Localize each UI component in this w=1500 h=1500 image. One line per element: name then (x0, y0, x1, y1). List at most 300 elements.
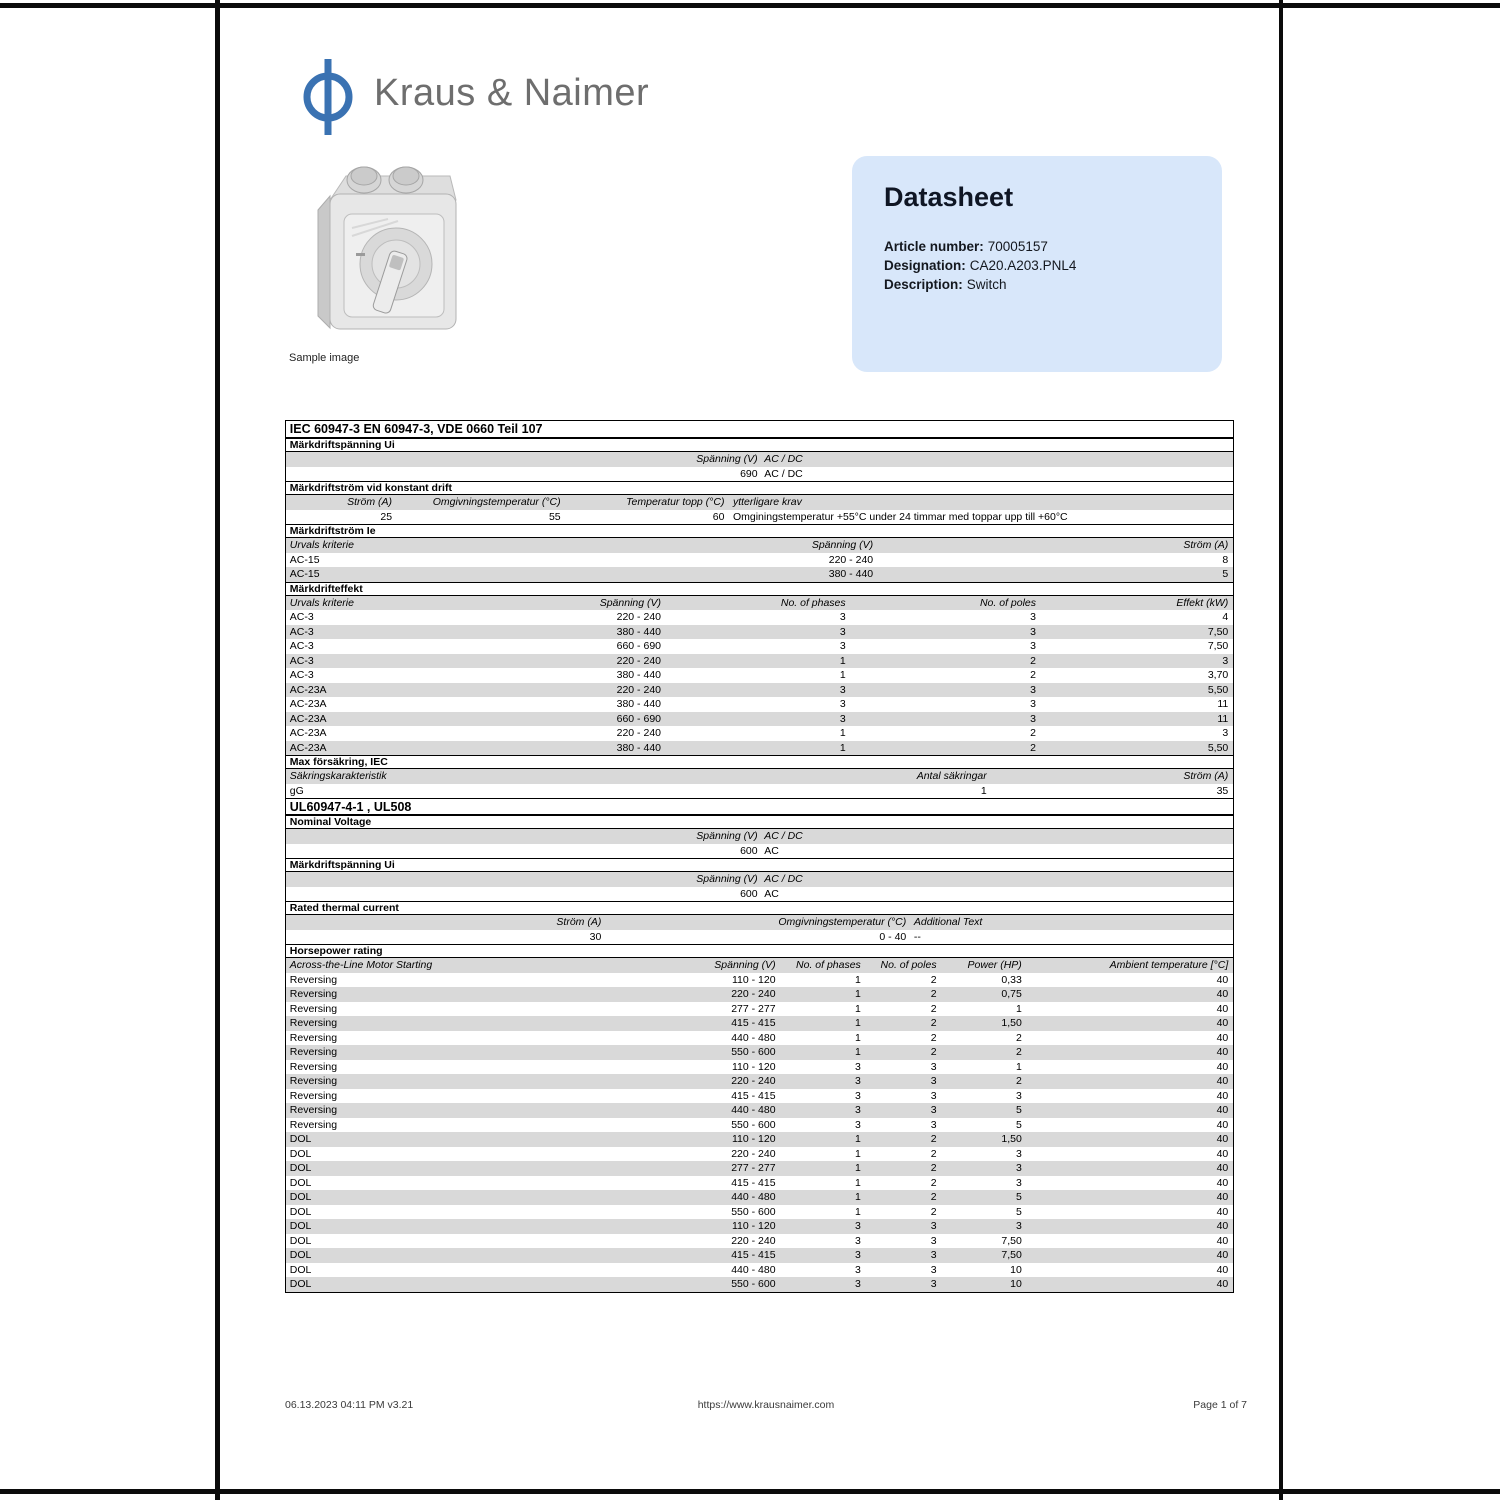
table-cell: 5,50 (1207, 741, 1229, 754)
table-cell: 415 - 415 (731, 1176, 776, 1189)
table-row (286, 1161, 1233, 1176)
table-cell: 3 (1015, 1162, 1022, 1175)
table-cell: 3 (1222, 654, 1229, 667)
table-cell: 40 (1216, 1162, 1229, 1175)
table-row (286, 1248, 1233, 1263)
table-title-row (286, 421, 1233, 438)
table-cell: Nominal Voltage (289, 816, 372, 828)
table-cell: Urvals kriterie (289, 539, 354, 552)
table-cell: 40 (1216, 1220, 1229, 1233)
table-cell: 25 (380, 510, 393, 523)
table-cell: 11 (1217, 712, 1229, 725)
table-cell: No. of poles (979, 596, 1037, 609)
table-cell: 3 (930, 1104, 937, 1117)
table-cell: 5 (1015, 1104, 1022, 1117)
table-row (286, 1234, 1233, 1249)
table-row (286, 553, 1233, 568)
table-cell: 277 - 277 (731, 1162, 776, 1175)
table-cell: -- (913, 930, 921, 943)
table-cell: Reversing (289, 1031, 338, 1044)
table-cell: 1 (854, 1017, 861, 1030)
table-cell: 415 - 415 (731, 1249, 776, 1262)
table-cell: DOL (289, 1147, 312, 1160)
table-cell: 380 - 440 (616, 698, 661, 711)
table-section-row (286, 901, 1233, 915)
table-row (286, 1190, 1233, 1205)
table-header-row (286, 495, 1233, 510)
table-cell: DOL (289, 1278, 312, 1291)
table-cell: DOL (289, 1133, 312, 1146)
table-header-row (286, 958, 1233, 973)
table-section-row (286, 815, 1233, 829)
page-frame-bottom (0, 1489, 1500, 1494)
table-cell: 3 (930, 1234, 937, 1247)
table-cell: 3 (1030, 625, 1037, 638)
table-row (286, 1089, 1233, 1104)
table-section-row (286, 438, 1233, 452)
table-cell: 3 (930, 1075, 937, 1088)
table-row (286, 639, 1233, 654)
table-cell: DOL (289, 1205, 312, 1218)
table-row (286, 668, 1233, 683)
table-cell: No. of poles (880, 959, 937, 972)
footer-page-number: Page 1 of 7 (1193, 1399, 1247, 1411)
table-cell: 3 (854, 1249, 861, 1262)
table-cell: Märkdriftspänning Ui (289, 439, 395, 451)
table-cell: 3 (1015, 1176, 1022, 1189)
table-cell: 220 - 240 (616, 611, 661, 624)
table-row (286, 930, 1233, 945)
table-cell: IEC 60947-3 EN 60947-3, VDE 0660 Teil 107 (289, 422, 543, 436)
table-cell: 0,75 (1001, 988, 1022, 1001)
table-cell: Märkdrifteffekt (289, 582, 363, 595)
table-row (286, 1103, 1233, 1118)
table-cell: 40 (1216, 1263, 1229, 1276)
table-cell: 110 - 120 (731, 1133, 776, 1146)
table-cell: 5 (1015, 1205, 1022, 1218)
table-cell: 1 (1015, 1002, 1022, 1015)
table-cell: Effekt (kW) (1176, 596, 1229, 609)
table-cell: 3 (1030, 698, 1037, 711)
article-number-value: 70005157 (987, 239, 1048, 254)
table-row (286, 1016, 1233, 1031)
designation-value: CA20.A203.PNL4 (969, 258, 1077, 273)
table-section-row (286, 858, 1233, 872)
table-header-row (286, 769, 1233, 784)
table-row (286, 567, 1233, 582)
table-cell: 415 - 415 (731, 1017, 776, 1030)
table-cell: 380 - 440 (616, 741, 661, 754)
table-cell: 40 (1216, 1176, 1229, 1189)
table-cell: AC-3 (289, 669, 314, 682)
table-cell: 2 (930, 988, 937, 1001)
table-cell: 3 (1030, 611, 1037, 624)
table-cell: AC / DC (764, 830, 803, 843)
table-cell: 380 - 440 (616, 625, 661, 638)
table-header-row (286, 596, 1233, 611)
table-cell: Ström (A) (556, 916, 602, 929)
table-section-row (286, 582, 1233, 596)
table-cell: Ström (A) (1183, 539, 1229, 552)
table-cell: Reversing (289, 1060, 338, 1073)
table-cell: 11 (1217, 698, 1229, 711)
table-cell: 3 (1015, 1147, 1022, 1160)
table-cell: 1,50 (1001, 1017, 1022, 1030)
table-cell: 3 (854, 1060, 861, 1073)
table-cell: Spänning (V) (696, 830, 758, 843)
table-row (286, 1074, 1233, 1089)
table-cell: Spänning (V) (599, 596, 661, 609)
table-cell: Omginingstemperatur +55°C under 24 timmar med toppar upp till +60°C (732, 510, 1068, 523)
table-cell: Temperatur topp (°C) (626, 496, 725, 509)
table-cell: 8 (1222, 553, 1229, 566)
table-cell: 380 - 440 (616, 669, 661, 682)
table-cell: Spänning (V) (696, 453, 758, 466)
table-cell: AC (764, 887, 779, 900)
table-cell: 110 - 120 (731, 1220, 776, 1233)
table-cell: Across-the-Line Motor Starting (289, 959, 433, 972)
table-cell: AC / DC (764, 467, 803, 480)
page-frame-right (1279, 0, 1283, 1500)
spec-table (285, 420, 1234, 1293)
table-cell: 1 (854, 1191, 861, 1204)
table-cell: 3 (839, 712, 846, 725)
table-cell: 7,50 (1001, 1249, 1022, 1262)
table-row (286, 654, 1233, 669)
table-cell: 2 (1030, 741, 1037, 754)
table-cell: 3 (839, 611, 846, 624)
table-cell: Spänning (V) (696, 873, 758, 886)
table-cell: 4 (1222, 611, 1229, 624)
table-cell: Reversing (289, 1118, 338, 1131)
table-header-row (286, 829, 1233, 844)
designation-label: Designation: (884, 258, 966, 273)
table-cell: 3 (1015, 1089, 1022, 1102)
table-cell: Spänning (V) (714, 959, 776, 972)
table-cell: DOL (289, 1249, 312, 1262)
table-row (286, 1263, 1233, 1278)
table-cell: UL60947-4-1 , UL508 (289, 799, 412, 814)
table-row (286, 712, 1233, 727)
table-cell: 220 - 240 (731, 1147, 776, 1160)
table-cell: 3 (930, 1089, 937, 1102)
table-cell: 1 (854, 1002, 861, 1015)
table-row (286, 1031, 1233, 1046)
table-row (286, 510, 1233, 525)
table-cell: 220 - 240 (731, 1234, 776, 1247)
table-cell: AC-23A (289, 712, 327, 725)
table-cell: 2 (930, 1176, 937, 1189)
table-cell: Reversing (289, 1002, 338, 1015)
table-cell: 1 (854, 973, 861, 986)
table-cell: 7,50 (1207, 625, 1229, 638)
table-cell: AC-15 (289, 553, 320, 566)
table-cell: 1 (839, 654, 846, 667)
table-cell: Horsepower rating (289, 945, 383, 957)
table-cell: 1 (839, 741, 846, 754)
product-sample-image (300, 156, 470, 353)
table-cell: 440 - 480 (731, 1104, 776, 1117)
table-cell: AC-23A (289, 741, 327, 754)
table-cell: 40 (1216, 1075, 1229, 1088)
table-cell: Säkringskarakteristik (289, 770, 387, 783)
table-section-row (286, 481, 1233, 495)
table-row (286, 844, 1233, 859)
table-section-row (286, 944, 1233, 958)
footer-url-link[interactable]: https://www.krausnaimer.com (697, 1399, 835, 1411)
table-row (286, 887, 1233, 902)
table-row (286, 683, 1233, 698)
table-cell: 1 (839, 727, 846, 740)
table-cell: Omgivningstemperatur (°C) (432, 496, 561, 509)
table-cell: Power (HP) (967, 959, 1022, 972)
table-cell: 5 (1015, 1191, 1022, 1204)
table-cell: AC-3 (289, 611, 314, 624)
table-cell: 3 (839, 683, 846, 696)
table-cell: 380 - 440 (828, 568, 874, 581)
table-cell: 3 (930, 1263, 937, 1276)
table-section-row (286, 755, 1233, 769)
table-cell: 40 (1216, 1089, 1229, 1102)
table-cell: 0,33 (1001, 973, 1022, 986)
table-cell: 2 (930, 1031, 937, 1044)
table-cell: 660 - 690 (616, 640, 661, 653)
table-row (286, 625, 1233, 640)
table-cell: AC / DC (764, 453, 803, 466)
table-cell: 35 (1216, 784, 1229, 797)
table-cell: 3 (930, 1249, 937, 1262)
table-cell: 3 (854, 1278, 861, 1291)
table-cell: 40 (1216, 973, 1229, 986)
table-cell: 1,50 (1001, 1133, 1022, 1146)
table-cell: Reversing (289, 1089, 338, 1102)
table-row (286, 1205, 1233, 1220)
table-cell: Omgivningstemperatur (°C) (778, 916, 907, 929)
table-cell: 3 (930, 1220, 937, 1233)
table-cell: Reversing (289, 1017, 338, 1030)
table-cell: 10 (1010, 1263, 1022, 1276)
table-cell: AC / DC (764, 873, 803, 886)
table-cell: Ambient temperature [°C] (1109, 959, 1229, 972)
table-cell: AC (764, 844, 779, 857)
table-cell: 3 (839, 698, 846, 711)
table-cell: 40 (1216, 1060, 1229, 1073)
sample-image-label: Sample image (289, 352, 360, 364)
table-cell: 550 - 600 (731, 1046, 776, 1059)
table-cell: 2 (1015, 1046, 1022, 1059)
table-cell: 220 - 240 (731, 1075, 776, 1088)
table-row (286, 1176, 1233, 1191)
table-cell: 40 (1216, 988, 1229, 1001)
description-field (884, 275, 1190, 294)
table-cell: 3 (854, 1263, 861, 1276)
table-cell: 55 (548, 510, 561, 523)
designation-field (884, 256, 1190, 275)
table-cell: 2 (930, 1205, 937, 1218)
table-cell: 220 - 240 (616, 727, 661, 740)
table-header-row (286, 538, 1233, 553)
table-row (286, 784, 1233, 799)
table-cell: 440 - 480 (731, 1031, 776, 1044)
table-cell: 1 (854, 1031, 861, 1044)
table-cell: Spänning (V) (811, 539, 874, 552)
table-cell: 5,50 (1207, 683, 1229, 696)
table-cell: 3 (1030, 712, 1037, 725)
table-cell: 660 - 690 (616, 712, 661, 725)
table-header-row (286, 452, 1233, 467)
table-cell: 40 (1216, 1205, 1229, 1218)
table-cell: AC-3 (289, 654, 314, 667)
table-cell: 3 (930, 1118, 937, 1131)
table-cell: 40 (1216, 1002, 1229, 1015)
table-header-row (286, 872, 1233, 887)
table-cell: Märkdriftström Ie (289, 525, 376, 537)
table-cell: No. of phases (796, 959, 861, 972)
table-cell: 110 - 120 (731, 1060, 776, 1073)
table-cell: 1 (854, 1046, 861, 1059)
table-cell: 2 (1030, 727, 1037, 740)
table-cell: 3 (854, 1234, 861, 1247)
table-cell: 2 (930, 1162, 937, 1175)
table-cell: 40 (1216, 1234, 1229, 1247)
table-cell: 10 (1010, 1278, 1022, 1291)
table-cell: ytterligare krav (732, 496, 802, 509)
table-cell: 600 (740, 844, 758, 857)
table-row (286, 1060, 1233, 1075)
table-cell: 40 (1216, 1278, 1229, 1291)
table-section-row (286, 524, 1233, 538)
table-cell: Rated thermal current (289, 902, 399, 914)
table-cell: DOL (289, 1234, 312, 1247)
table-cell: 1 (854, 1162, 861, 1175)
table-cell: 2 (1015, 1075, 1022, 1088)
table-cell: 550 - 600 (731, 1205, 776, 1218)
table-row (286, 1277, 1233, 1292)
table-cell: 7,50 (1001, 1234, 1022, 1247)
table-row (286, 726, 1233, 741)
table-cell: 440 - 480 (731, 1263, 776, 1276)
table-cell: 1 (980, 784, 987, 797)
table-cell: Ström (A) (1183, 770, 1229, 783)
table-cell: 1 (854, 988, 861, 1001)
table-row (286, 1045, 1233, 1060)
table-cell: AC-23A (289, 683, 327, 696)
article-number-label: Article number: (884, 239, 984, 254)
table-cell: 1 (854, 1176, 861, 1189)
table-cell: AC-3 (289, 640, 314, 653)
table-row (286, 987, 1233, 1002)
table-cell: 2 (1030, 669, 1037, 682)
page-footer (285, 1399, 1247, 1413)
phi-logo-icon (293, 56, 363, 143)
table-cell: AC-23A (289, 727, 327, 740)
table-cell: 3 (1030, 640, 1037, 653)
table-cell: 2 (1015, 1031, 1022, 1044)
table-cell: 3 (930, 1278, 937, 1291)
table-cell: 1 (854, 1133, 861, 1146)
table-cell: 3 (854, 1104, 861, 1117)
table-cell: 40 (1216, 1147, 1229, 1160)
table-cell: DOL (289, 1191, 312, 1204)
page-frame-left (215, 0, 220, 1500)
table-title-row (286, 798, 1233, 815)
table-cell: No. of phases (780, 596, 846, 609)
table-cell: 5 (1015, 1118, 1022, 1131)
page-frame-top (0, 3, 1500, 8)
table-cell: 600 (740, 887, 758, 900)
table-row (286, 1147, 1233, 1162)
table-cell: Märkdriftspänning Ui (289, 859, 395, 871)
table-cell: 220 - 240 (616, 654, 661, 667)
table-cell: 440 - 480 (731, 1191, 776, 1204)
table-cell: 3 (1015, 1220, 1022, 1233)
table-cell: 40 (1216, 1133, 1229, 1146)
table-cell: AC-3 (289, 625, 314, 638)
table-cell: 550 - 600 (731, 1118, 776, 1131)
description-value: Switch (966, 277, 1007, 292)
table-cell: 2 (930, 973, 937, 986)
table-cell: DOL (289, 1162, 312, 1175)
infobox-title: Datasheet (884, 182, 1014, 212)
table-cell: 40 (1216, 1118, 1229, 1131)
table-cell: DOL (289, 1220, 312, 1233)
table-cell: 5 (1222, 568, 1229, 581)
table-cell: Märkdriftström vid konstant drift (289, 482, 452, 494)
table-cell: 2 (930, 1133, 937, 1146)
table-cell: Reversing (289, 973, 338, 986)
table-cell: 0 - 40 (879, 930, 907, 943)
table-cell: 550 - 600 (731, 1278, 776, 1291)
table-row (286, 1118, 1233, 1133)
table-cell: 2 (930, 1002, 937, 1015)
table-cell: 3,70 (1207, 669, 1229, 682)
table-cell: 40 (1216, 1046, 1229, 1059)
table-cell: 1 (839, 669, 846, 682)
table-cell: 2 (930, 1017, 937, 1030)
table-row (286, 1132, 1233, 1147)
table-cell: 1 (854, 1147, 861, 1160)
table-cell: DOL (289, 1176, 312, 1189)
table-cell: 3 (839, 625, 846, 638)
footer-timestamp: 06.13.2023 04:11 PM v3.21 (285, 1399, 414, 1411)
table-cell: 110 - 120 (731, 973, 776, 986)
table-cell: 1 (1015, 1060, 1022, 1073)
table-cell: 3 (1222, 727, 1229, 740)
table-cell: 40 (1216, 1017, 1229, 1030)
table-cell: Ström (A) (347, 496, 393, 509)
table-cell: Reversing (289, 1046, 338, 1059)
datasheet-infobox (852, 156, 1222, 372)
table-row (286, 610, 1233, 625)
table-cell: 40 (1216, 1104, 1229, 1117)
table-cell: 60 (712, 510, 725, 523)
table-cell: 415 - 415 (731, 1089, 776, 1102)
table-cell: Urvals kriterie (289, 596, 354, 609)
brand-name: Kraus & Naimer (374, 72, 650, 114)
table-cell: 220 - 240 (731, 988, 776, 1001)
table-cell: 3 (854, 1220, 861, 1233)
table-cell: 2 (930, 1147, 937, 1160)
table-cell: Max försäkring, IEC (289, 756, 388, 768)
table-cell: Reversing (289, 1075, 338, 1088)
table-cell: 3 (1030, 683, 1037, 696)
table-cell: Additional Text (913, 916, 983, 929)
table-cell: 3 (839, 640, 846, 653)
table-cell: gG (289, 784, 304, 797)
table-cell: 220 - 240 (828, 553, 874, 566)
table-cell: 1 (854, 1205, 861, 1218)
table-cell: 7,50 (1207, 640, 1229, 653)
